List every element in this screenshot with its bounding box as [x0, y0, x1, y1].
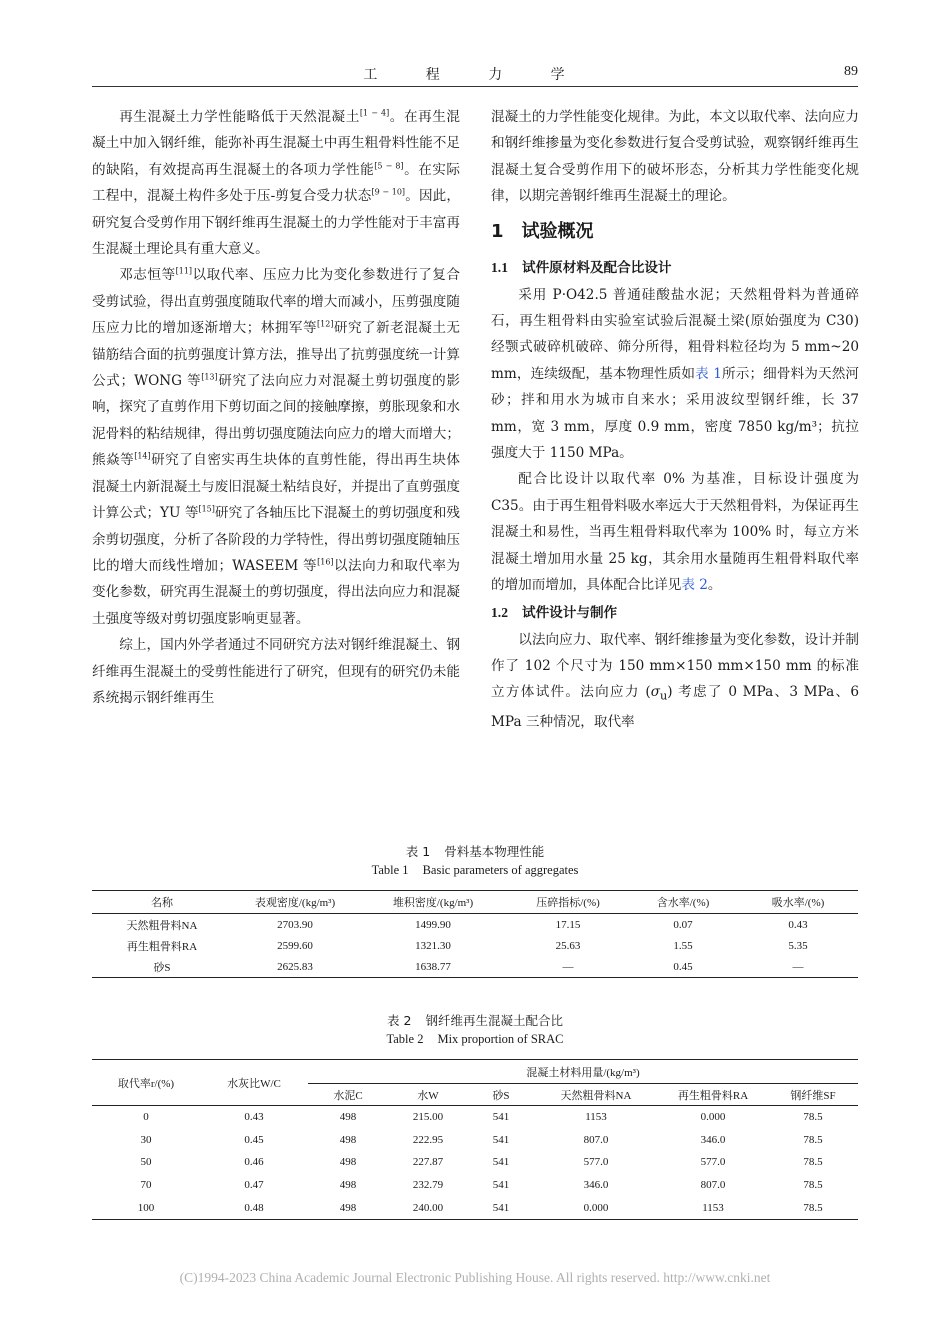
table1-caption-en: Table 1 Basic parameters of aggregates	[371, 863, 579, 877]
table-row	[92, 1174, 858, 1197]
citation[interactable]: [13]	[201, 372, 218, 382]
table-cell: —	[738, 956, 858, 978]
right-column	[491, 104, 859, 736]
table-cell: 222.95	[412, 1133, 444, 1146]
table-cell: 1.55	[673, 939, 693, 952]
table-reference-link[interactable]: 表 1	[695, 365, 722, 382]
column-header: 压碎指标/(%)	[508, 891, 628, 914]
table-row	[92, 1151, 858, 1174]
table-cell: 70	[140, 1179, 152, 1192]
left-column	[92, 104, 460, 711]
citation[interactable]: [5 − 8]	[374, 161, 404, 171]
column-header: 含水率/(%)	[628, 891, 738, 914]
table-cell: 78.5	[803, 1179, 823, 1192]
journal-title: 工 程 力 学	[363, 67, 587, 83]
table-cell: 0.43	[244, 1111, 264, 1124]
page-number: 89	[844, 64, 858, 79]
table-cell: 240.00	[388, 1196, 468, 1219]
header-rule	[92, 86, 858, 87]
paragraph: 以法向应力、取代率、钢纤维掺量为变化参数，设计并制作了 102 个尺寸为 150 mm×150 mm×150 mm 的标准立方体试件。法向应力 $(\sigma_u)$ 考虑了 0 MPa、3 MPa、6 MPa 三种情况，取代率	[491, 631, 860, 731]
table-row	[92, 1106, 858, 1129]
table-row	[92, 1196, 858, 1219]
table-cell: 0.48	[200, 1196, 308, 1219]
table-cell: 0.07	[673, 918, 693, 931]
column-header: 再生粗骨料RA	[658, 1084, 768, 1106]
table-cell: 807.0	[700, 1179, 726, 1192]
table-cell: 1638.77	[358, 956, 508, 978]
table-cell: 498	[339, 1179, 357, 1192]
table-cell: 498	[308, 1196, 388, 1219]
column-header: 水泥C	[308, 1084, 388, 1106]
table-cell: 0.46	[244, 1156, 264, 1169]
table-cell: 1153	[585, 1111, 607, 1124]
paragraph: 采用 P·O42.5 普通硅酸盐水泥；天然粗骨料为普通碎石，再生粗骨料由实验室试验后混凝土梁(原始强度为 C30) 经颚式破碎机破碎、筛分所得，粗骨料粒径均为 5 mm~20 mm，连续级配，基本物理性质如表 1所示；细骨料为天然河砂；拌和用水为城市自来水；采用波纹型钢纤维，长 37 mm，宽 3 mm，厚度 0.9 mm，密度 7850 kg/m³；抗拉强度大于 1150 MPa。	[491, 286, 859, 462]
paragraph: 邓志恒等[11]以取代率、压应力比为变化参数进行了复合受剪试验，得出直剪强度随取代率的增大而减小，压剪强度随压应力比的增加逐渐增大；林拥军等[12]研究了新老混凝土无锚筋结合面的抗剪强度计算方法，推导出了抗剪强度统一计算公式；WONG 等[13]研究了法向应力对混凝土剪切强度的影响，探究了直剪作用下剪切面之间的接触摩擦，剪胀现象和水泥骨料的粘结规律，得出剪切强度随法向应力的增大而增大；熊焱等[14]研究了自密实再生块体的直剪性能，得出再生块体混凝土内新混凝土与废旧混凝土粘结良好，并提出了直剪强度计算公式；YU 等[15]研究了各轴压比下混凝土的剪切强度和残余剪切强度，分析了各阶段的力学特性，得出剪切强度随轴压比的增大而线性增加；WASEEM 等[16]以法向力和取代率为变化参数，研究再生混凝土的剪切强度，得出法向应力和混凝土强度等级对剪切强度影响更显著。	[92, 266, 461, 627]
table-row	[92, 914, 858, 936]
table1-caption-cn: 表 1 骨料基本物理性能	[405, 844, 545, 859]
table-cell: 0.45	[628, 956, 738, 978]
table-cell: 25.63	[555, 939, 581, 952]
table-cell: 砂S	[92, 956, 232, 978]
table-cell: 100	[92, 1196, 200, 1219]
section-heading: 1 试验概况	[491, 220, 594, 242]
table-cell: 232.79	[412, 1179, 444, 1192]
table-cell: 0.43	[788, 918, 808, 931]
table-row	[92, 1129, 858, 1152]
table-cell: 227.87	[412, 1156, 444, 1169]
table-cell: 1499.90	[415, 918, 451, 931]
table-cell: 346.0	[700, 1133, 726, 1146]
table-header-row	[92, 891, 858, 914]
citation[interactable]: [14]	[134, 451, 151, 461]
table-row	[92, 956, 858, 978]
table-cell: 498	[339, 1111, 357, 1124]
paragraph: 再生混凝土力学性能略低于天然混凝土[1 − 4]。在再生混凝土中加入钢纤维，能弥补再生混凝土中再生粗骨料性能不足的缺陷，有效提高再生混凝土的各项力学性能[5 − 8]。在实际工程中，混凝土构件多处于压-剪复合受力状态[9 − 10]。因此，研究复合受剪作用下钢纤维再生混凝土的力学性能对于丰富再生混凝土理论具有重大意义。	[92, 108, 461, 258]
table-cell: —	[508, 956, 628, 978]
paragraph: 混凝土的力学性能变化规律。为此，本文以取代率、法向应力和钢纤维掺量为变化参数进行复合受剪试验，观察钢纤维再生混凝土复合受剪作用下的破坏形态，分析其力学性能变化规律，以期完善钢纤维再生混凝土的理论。	[491, 109, 859, 205]
table-cell: 498	[339, 1156, 357, 1169]
table-cell: 78.5	[803, 1111, 823, 1124]
column-header: 吸水率/(%)	[738, 891, 858, 914]
table-cell: 541	[492, 1179, 510, 1192]
table-cell: 215.00	[412, 1111, 444, 1124]
table2	[92, 1059, 858, 1220]
table-cell: 0.45	[244, 1133, 264, 1146]
table-cell: 天然粗骨料NA	[126, 919, 198, 932]
table-cell: 0.000	[534, 1196, 658, 1219]
table-cell: 2625.83	[232, 956, 358, 978]
table-row	[92, 935, 858, 956]
table-cell: 541	[492, 1111, 510, 1124]
table-cell: 50	[140, 1156, 152, 1169]
table-cell: 346.0	[583, 1179, 609, 1192]
table-cell: 5.35	[788, 939, 808, 952]
column-header: 砂S	[468, 1084, 534, 1106]
table-cell: 78.5	[803, 1156, 823, 1169]
citation[interactable]: [11]	[175, 266, 193, 276]
table-header-row	[92, 1060, 858, 1084]
table-cell: 78.5	[768, 1196, 858, 1219]
table-cell: 0.47	[244, 1179, 264, 1192]
table-cell: 0	[143, 1111, 149, 1124]
table2-caption-cn: 表 2 钢纤维再生混凝土配合比	[387, 1013, 563, 1028]
citation[interactable]: [15]	[198, 504, 215, 514]
column-header: 天然粗骨料NA	[534, 1084, 658, 1106]
table-cell: 17.15	[555, 918, 581, 931]
table-cell: 2599.60	[277, 939, 313, 952]
citation[interactable]: [9 − 10]	[371, 187, 406, 197]
table-cell: 541	[492, 1156, 510, 1169]
column-header: 水W	[388, 1084, 468, 1106]
column-header: 钢纤维SF	[768, 1084, 858, 1106]
table-cell: 78.5	[803, 1133, 823, 1146]
table-cell: 577.0	[583, 1156, 609, 1169]
table1	[92, 890, 858, 978]
table-cell: 541	[468, 1196, 534, 1219]
column-header: 表观密度/(kg/m³)	[232, 891, 358, 914]
citation[interactable]: [16]	[317, 557, 334, 567]
column-header: 水灰比W/C	[200, 1060, 308, 1106]
paragraph: 配合比设计以取代率 0% 为基准，目标设计强度为 C35。由于再生粗骨料吸水率远大于天然粗骨料，为保证再生混凝土和易性，当再生粗骨料取代率为 100% 时，每立方米混凝土增加用水量 25 kg，其余用水量随再生粗骨料取代率的增加而增加，具体配合比详见表 2。	[491, 471, 859, 594]
subsection-heading: 1.2 试件设计与制作	[491, 604, 618, 621]
citation[interactable]: [12]	[317, 319, 334, 329]
table-cell: 498	[339, 1133, 357, 1146]
column-group-header: 混凝土材料用量/(kg/m³)	[308, 1060, 858, 1084]
subsection-heading: 1.1 试件原材料及配合比设计	[491, 259, 672, 276]
citation[interactable]: [1 − 4]	[359, 108, 390, 118]
table-cell: 0.000	[700, 1111, 726, 1124]
column-header: 取代率r/(%)	[92, 1060, 200, 1106]
table-cell: 1321.30	[415, 939, 451, 952]
column-header: 堆积密度/(kg/m³)	[358, 891, 508, 914]
table-cell: 541	[492, 1133, 510, 1146]
table-cell: 1153	[658, 1196, 768, 1219]
table-cell: 577.0	[700, 1156, 726, 1169]
column-header: 名称	[92, 891, 232, 914]
table-cell: 30	[140, 1133, 152, 1146]
copyright-footer: (C)1994-2023 China Academic Journal Electronic Publishing House. All rights reserved. http://www.cnki.net	[179, 1270, 771, 1285]
table-reference-link[interactable]: 表 2	[681, 577, 708, 594]
table-cell: 807.0	[583, 1133, 609, 1146]
paragraph: 综上，国内外学者通过不同研究方法对钢纤维混凝土、钢纤维再生混凝土的受剪性能进行了研究，但现有的研究仍未能系统揭示钢纤维再生	[92, 637, 460, 706]
table2-caption-en: Table 2 Mix proportion of SRAC	[386, 1032, 564, 1046]
table-cell: 2703.90	[277, 918, 313, 931]
table-cell: 再生粗骨料RA	[126, 940, 198, 953]
